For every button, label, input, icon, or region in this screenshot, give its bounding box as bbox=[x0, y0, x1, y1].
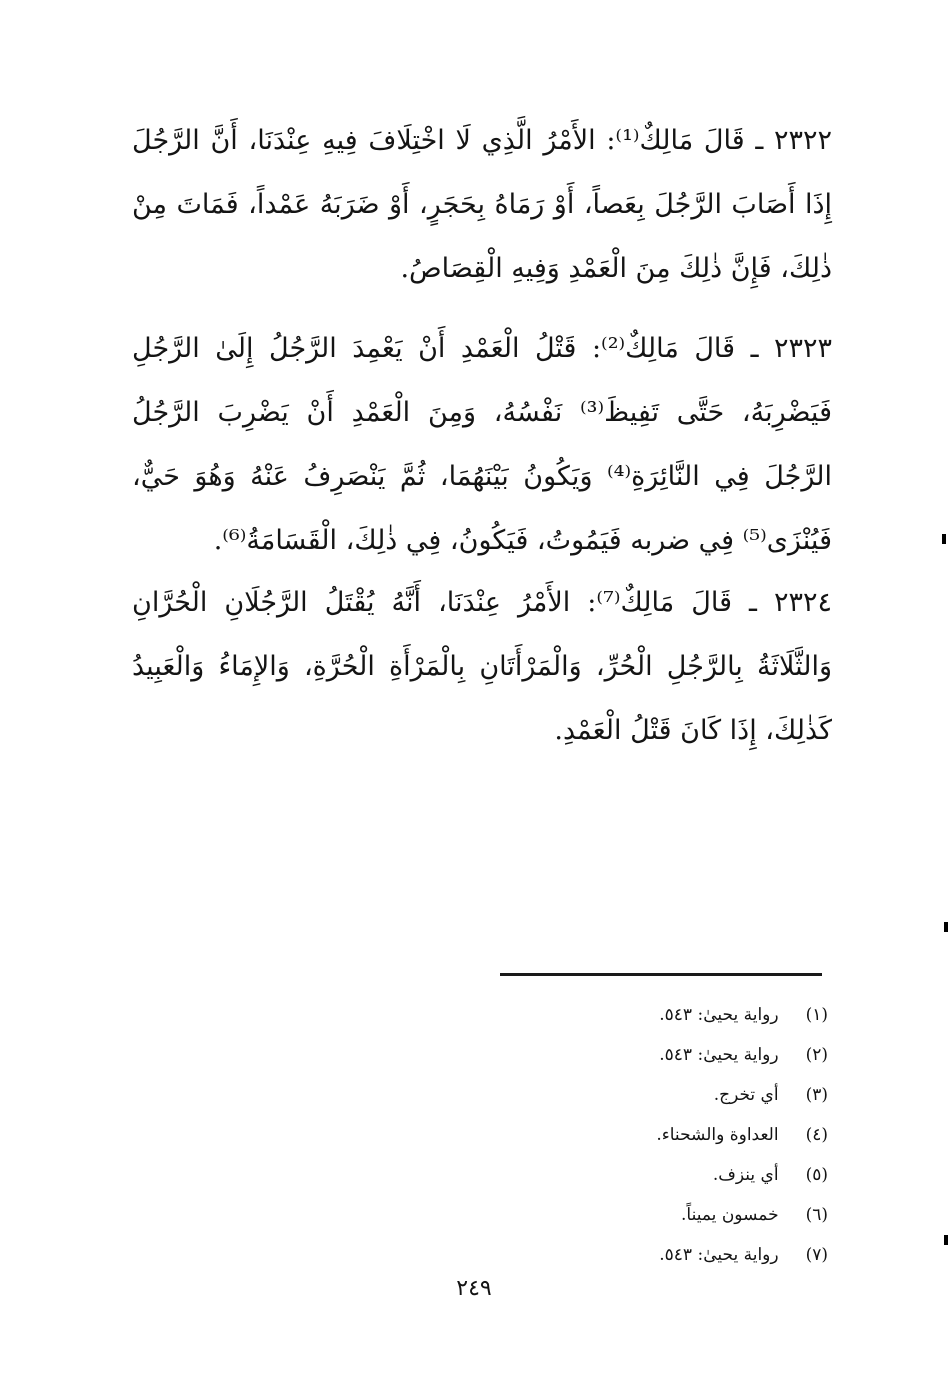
footnote-number: (٥) bbox=[805, 1165, 828, 1185]
footnote-item bbox=[468, 1035, 828, 1075]
footnote-text: أي ينزف. bbox=[712, 1165, 779, 1185]
footnote-item bbox=[468, 995, 828, 1035]
paragraph-2323: ٢٣٢٣ ـ قَالَ مَالِكٌ⁽²⁾: قَتْلُ الْعَمْدِ أَنْ يَعْمِدَ الرَّجُلُ إِلَىٰ الرَّجُلِ فَيَضْرِبَهُ، حَتَّى تَفِيظَ⁽³⁾ نَفْسُهُ، وَمِنَ الْعَمْدِ أَنْ يَضْرِبَ الرَّجُلُ الرَّجُلَ فِي النَّائِرَةِ⁽⁴⁾ وَيَكُونُ بَيْنَهُمَا، ثُمَّ يَنْصَرِفُ عَنْهُ وَهُوَ حَيٌّ، فَيُنْزَى⁽⁵⁾ فِي ضربه فَيَمُوتُ، فَيَكُونُ، فِي ذٰلِكَ، الْقَسَامَةُ⁽⁶⁾. bbox=[132, 333, 832, 556]
footnote-number: (٦) bbox=[805, 1205, 828, 1225]
footnote-number: (٢) bbox=[805, 1045, 828, 1065]
footnote-text: رواية يحيىٰ: ٥٤٣. bbox=[659, 1005, 779, 1025]
footnote-item bbox=[468, 1155, 828, 1195]
paragraph-2322: ٢٣٢٢ ـ قَالَ مَالِكٌ⁽¹⁾: الأَمْرُ الَّذِي لَا اخْتِلَافَ فِيهِ عِنْدَنَا، أَنَّ الرَّجُلَ إِذَا أَصَابَ الرَّجُلَ بِعَصاً، أَوْ رَمَاهُ بِحَجَرٍ، أَوْ ضَرَبَهُ عَمْداً، فَمَاتَ مِنْ ذٰلِكَ، فَإِنَّ ذٰلِكَ مِنَ الْعَمْدِ وَفِيهِ الْقِصَاصُ. bbox=[132, 125, 832, 284]
page-number: ٢٤٩ bbox=[456, 1276, 492, 1301]
footnote-number: (٧) bbox=[805, 1245, 828, 1265]
scan-edge-mark bbox=[942, 534, 946, 544]
footnote-text: خمسون يميناً. bbox=[681, 1205, 779, 1225]
scan-edge-mark bbox=[944, 1235, 948, 1245]
footnote-text: أي تخرج. bbox=[713, 1085, 779, 1105]
footnotes bbox=[468, 995, 828, 1275]
footnote-text: رواية يحيىٰ: ٥٤٣. bbox=[659, 1045, 779, 1065]
footnote-separator bbox=[500, 973, 822, 976]
footnote-number: (٤) bbox=[805, 1125, 828, 1145]
footnote-item bbox=[468, 1075, 828, 1115]
footnote-text: العداوة والشحناء. bbox=[656, 1125, 779, 1145]
footnote-item bbox=[468, 1195, 828, 1235]
paragraph-2324: ٢٣٢٤ ـ قَالَ مَالِكٌ⁽⁷⁾: الأَمْرُ عِنْدَنَا، أَنَّهُ يُقْتَلُ الرَّجُلَانِ الْحُرَّانِ وَالثَّلَاثَةُ بِالرَّجُلِ الْحُرِّ، وَالْمَرْأَتَانِ بِالْمَرْأَةِ الْحُرَّةِ، وَالإِمَاءُ وَالْعَبِيدُ كَذٰلِكَ، إِذَا كَانَ قَتْلُ الْعَمْدِ. bbox=[132, 587, 832, 746]
footnote-number: (١) bbox=[805, 1005, 828, 1025]
scan-edge-mark bbox=[944, 922, 948, 932]
footnote-item bbox=[468, 1115, 828, 1155]
footnote-item bbox=[468, 1235, 828, 1275]
footnote-number: (٣) bbox=[805, 1085, 828, 1105]
footnote-text: رواية يحيىٰ: ٥٤٣. bbox=[659, 1245, 779, 1265]
